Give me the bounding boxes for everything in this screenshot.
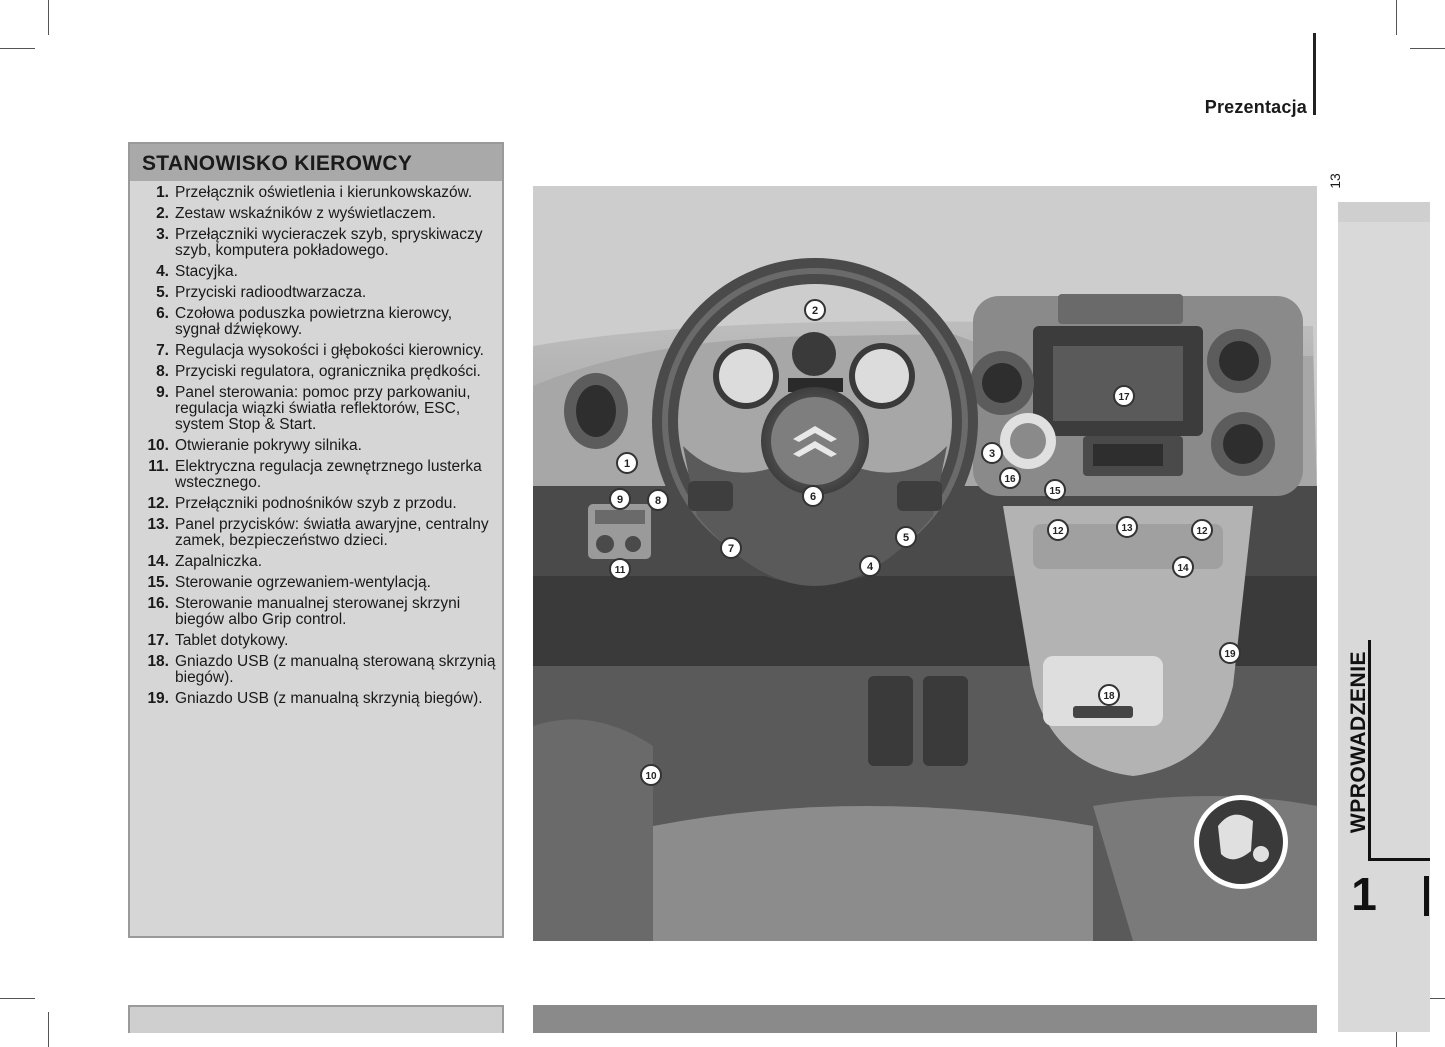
callout-5 xyxy=(896,527,916,547)
legend-item-number: 11. xyxy=(148,458,169,475)
legend-item-text: Elektryczna regulacja zewnętrznego lusterka wstecznego. xyxy=(175,458,482,491)
legend-item-number: 6. xyxy=(156,305,169,322)
callout-19 xyxy=(1220,643,1240,663)
dashboard-illustration xyxy=(533,186,1317,941)
legend-item xyxy=(130,654,502,686)
legend-item xyxy=(130,575,502,591)
legend-item xyxy=(130,385,502,433)
legend-item-number: 19. xyxy=(147,690,169,707)
legend-box xyxy=(128,142,504,938)
legend-item-text: Przyciski radioodtwarzacza. xyxy=(175,284,367,301)
callout-17-label: 17 xyxy=(1118,392,1130,403)
callout-7 xyxy=(721,538,741,558)
legend-list xyxy=(130,181,502,707)
crop-mark xyxy=(0,48,35,49)
crop-mark xyxy=(1410,48,1445,49)
legend-item-number: 15. xyxy=(147,574,169,591)
callout-12b-label: 12 xyxy=(1196,526,1208,537)
callout-3-label: 3 xyxy=(988,448,996,460)
legend-item xyxy=(130,306,502,338)
legend-item-text: Przełącznik oświetlenia i kierunkowskazów. xyxy=(175,184,473,201)
legend-item-number: 8. xyxy=(156,363,169,380)
legend-item xyxy=(130,496,502,512)
callout-8 xyxy=(648,490,668,510)
callout-10 xyxy=(641,765,661,785)
legend-item-text: Panel sterowania: pomoc przy parkowaniu, regulacja wiązki światła reflektorów, ESC, system Stop & Start. xyxy=(175,384,471,433)
legend-item xyxy=(130,596,502,628)
crop-mark xyxy=(1396,0,1397,35)
crop-mark xyxy=(48,0,49,35)
legend-item-text: Otwieranie pokrywy silnika. xyxy=(175,437,362,454)
legend-item-number: 5. xyxy=(156,284,169,301)
legend-item-text: Gniazdo USB (z manualną sterowaną skrzynią biegów). xyxy=(175,653,496,686)
callout-11-label: 11 xyxy=(614,565,626,576)
legend-item xyxy=(130,438,502,454)
callout-7-label: 7 xyxy=(727,543,735,555)
callout-4 xyxy=(860,556,880,576)
callout-16 xyxy=(1000,468,1020,488)
legend-item-number: 14. xyxy=(147,553,169,570)
callout-18 xyxy=(1099,685,1119,705)
legend-item-text: Sterowanie manualnej sterowanej skrzyni biegów albo Grip control. xyxy=(175,595,461,628)
legend-item-text: Stacyjka. xyxy=(175,263,238,280)
next-page-box-left xyxy=(128,1005,504,1033)
page-number: 13 xyxy=(1327,173,1343,189)
legend-item-number: 13. xyxy=(147,516,169,533)
legend-item xyxy=(130,517,502,549)
callout-6-label: 6 xyxy=(809,491,817,503)
legend-item xyxy=(130,285,502,301)
legend-title: STANOWISKO KIEROWCY xyxy=(142,152,413,175)
legend-item-number: 18. xyxy=(147,653,169,670)
legend-item xyxy=(130,264,502,280)
chapter-number: 1 xyxy=(1351,868,1377,920)
callout-9-label: 9 xyxy=(616,494,624,506)
callout-1 xyxy=(617,453,637,473)
callout-13 xyxy=(1117,517,1137,537)
callout-16-label: 16 xyxy=(1004,474,1016,485)
legend-item-number: 3. xyxy=(156,226,169,243)
callout-5-label: 5 xyxy=(902,532,910,544)
section-title: Prezentacja xyxy=(1204,97,1307,117)
crop-mark xyxy=(48,1012,49,1047)
legend-item xyxy=(130,554,502,570)
callout-15 xyxy=(1045,480,1065,500)
legend-item xyxy=(130,633,502,649)
callout-19-label: 19 xyxy=(1224,649,1236,660)
legend-item-text: Przełączniki podnośników szyb z przodu. xyxy=(175,495,457,512)
legend-item xyxy=(130,459,502,491)
legend-title-bar xyxy=(130,144,502,181)
callout-1-label: 1 xyxy=(623,458,631,470)
callout-12a-label: 12 xyxy=(1052,526,1064,537)
header-rule xyxy=(1313,33,1316,115)
callout-2 xyxy=(805,300,825,320)
crop-mark xyxy=(0,998,35,999)
legend-item-number: 17. xyxy=(147,632,169,649)
legend-item-number: 16. xyxy=(147,595,169,612)
legend-item-text: Gniazdo USB (z manualną skrzynią biegów). xyxy=(175,690,483,707)
legend-item-text: Sterowanie ogrzewaniem-wentylacją. xyxy=(175,574,431,591)
chapter-mark xyxy=(1424,876,1429,916)
callout-2-label: 2 xyxy=(811,305,819,317)
callout-14-label: 14 xyxy=(1177,563,1189,574)
legend-item-text: Regulacja wysokości i głębokości kierownicy. xyxy=(175,342,484,359)
legend-item xyxy=(130,691,502,707)
legend-item-text: Czołowa poduszka powietrzna kierowcy, sygnał dźwiękowy. xyxy=(175,305,453,338)
callout-13-label: 13 xyxy=(1121,523,1133,534)
callout-17 xyxy=(1114,386,1134,406)
callout-18-label: 18 xyxy=(1103,691,1115,702)
legend-item-text: Zapalniczka. xyxy=(175,553,263,570)
callout-12b xyxy=(1192,520,1212,540)
legend-item-number: 9. xyxy=(156,384,169,401)
callout-15-label: 15 xyxy=(1049,486,1061,497)
legend-item-number: 7. xyxy=(156,342,169,359)
chapter-rule xyxy=(1368,858,1430,861)
legend-item-number: 2. xyxy=(156,205,169,222)
chapter-side-tab-top xyxy=(1338,202,1430,222)
next-page-box-right xyxy=(533,1005,1317,1033)
callout-3 xyxy=(982,443,1002,463)
legend-item xyxy=(130,185,502,201)
legend-item-number: 12. xyxy=(147,495,169,512)
callout-12a xyxy=(1048,520,1068,540)
legend-item-text: Przyciski regulatora, ogranicznika prędkości. xyxy=(175,363,481,380)
legend-item-number: 10. xyxy=(147,437,169,454)
callout-6 xyxy=(803,486,823,506)
chapter-title: WPROWADZENIE xyxy=(1347,650,1370,834)
callout-8-label: 8 xyxy=(654,495,662,507)
legend-item xyxy=(130,364,502,380)
callout-9 xyxy=(610,489,630,509)
callout-10-label: 10 xyxy=(645,771,657,782)
legend-item xyxy=(130,206,502,222)
callout-11 xyxy=(610,559,630,579)
legend-item-number: 1. xyxy=(156,184,169,201)
legend-item-text: Panel przycisków: światła awaryjne, centralny zamek, bezpieczeństwo dzieci. xyxy=(175,516,489,549)
legend-item-text: Tablet dotykowy. xyxy=(175,632,289,649)
callout-4-label: 4 xyxy=(866,561,874,573)
callout-14 xyxy=(1173,557,1193,577)
legend-item xyxy=(130,227,502,259)
legend-item-text: Przełączniki wycieraczek szyb, spryskiwaczy szyb, komputera pokładowego. xyxy=(175,226,483,259)
legend-item-text: Zestaw wskaźników z wyświetlaczem. xyxy=(175,205,436,222)
legend-item-number: 4. xyxy=(156,263,169,280)
legend-item xyxy=(130,343,502,359)
